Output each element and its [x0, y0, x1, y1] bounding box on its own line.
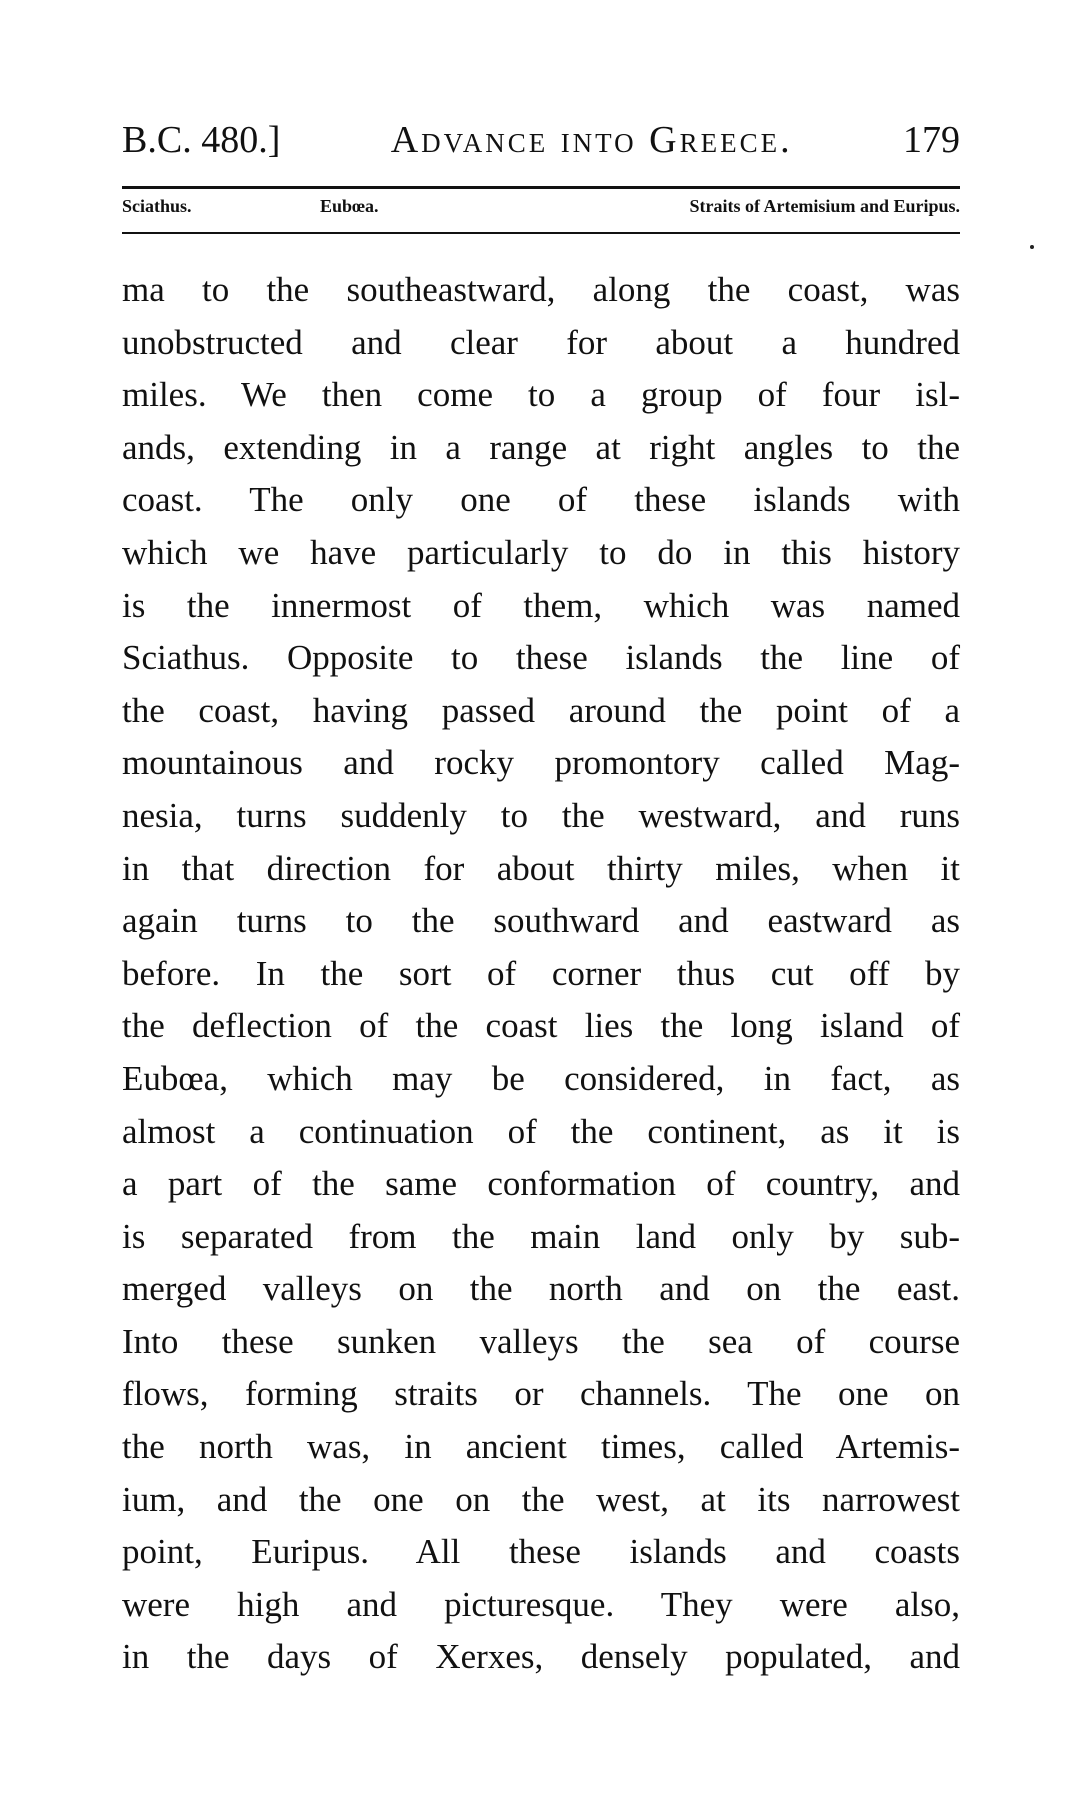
text-line: almost a continuation of the continent, as it is [122, 1111, 960, 1151]
body-text [122, 264, 960, 1684]
text-line: in the days of Xerxes, densely populated, and [122, 1637, 960, 1677]
marginal-subheads [122, 194, 960, 220]
subhead-straits: Straits of Artemisium and Euripus. [689, 196, 960, 216]
text-line: is the innermost of them, which was named [122, 585, 960, 625]
text-line: before. In the sort of corner thus cut off by [122, 953, 960, 993]
text-line: which we have particularly to do in this history [122, 532, 960, 572]
text-line: in that direction for about thirty miles, when it [122, 848, 960, 888]
text-line: the coast, having passed around the point of a [122, 690, 960, 730]
text-line: Sciathus. Opposite to these islands the line of [122, 638, 960, 678]
page-number: 179 [903, 119, 960, 161]
text-line: nesia, turns suddenly to the westward, and runs [122, 795, 960, 835]
text-line: miles. We then come to a group of four isl- [122, 375, 960, 415]
subhead-euboea: Eubœa. [320, 196, 379, 216]
text-line: point, Euripus. All these islands and coasts [122, 1532, 960, 1572]
header-rule-top [122, 186, 960, 189]
text-line: ands, extending in a range at right angles to the [122, 427, 960, 467]
text-line: unobstructed and clear for about a hundred [122, 322, 960, 362]
subhead-sciathus: Sciathus. [122, 196, 192, 216]
chapter-title: Advance into Greece. [390, 119, 793, 161]
text-line: Into these sunken valleys the sea of course [122, 1321, 960, 1361]
text-line: were high and picturesque. They were also, [122, 1584, 960, 1624]
text-line: coast. The only one of these islands with [122, 480, 960, 520]
text-line: merged valleys on the north and on the east. [122, 1269, 960, 1309]
text-line: is separated from the main land only by sub- [122, 1216, 960, 1256]
text-line: again turns to the southward and eastward as [122, 901, 960, 941]
running-head [122, 118, 960, 168]
header-date: B.C. 480.] [122, 119, 281, 161]
ink-speck [1030, 245, 1034, 249]
text-line: the north was, in ancient times, called Artemis- [122, 1427, 960, 1467]
text-line: the deflection of the coast lies the long island of [122, 1006, 960, 1046]
text-line: Eubœa, which may be considered, in fact, as [122, 1058, 960, 1098]
text-line: ium, and the one on the west, at its narrowest [122, 1479, 960, 1519]
header-rule-bottom [122, 232, 960, 234]
text-line: a part of the same conformation of country, and [122, 1164, 960, 1204]
text-line: mountainous and rocky promontory called Mag- [122, 743, 960, 783]
text-line: ma to the southeastward, along the coast, was [122, 270, 960, 309]
text-line: flows, forming straits or channels. The one on [122, 1374, 960, 1414]
